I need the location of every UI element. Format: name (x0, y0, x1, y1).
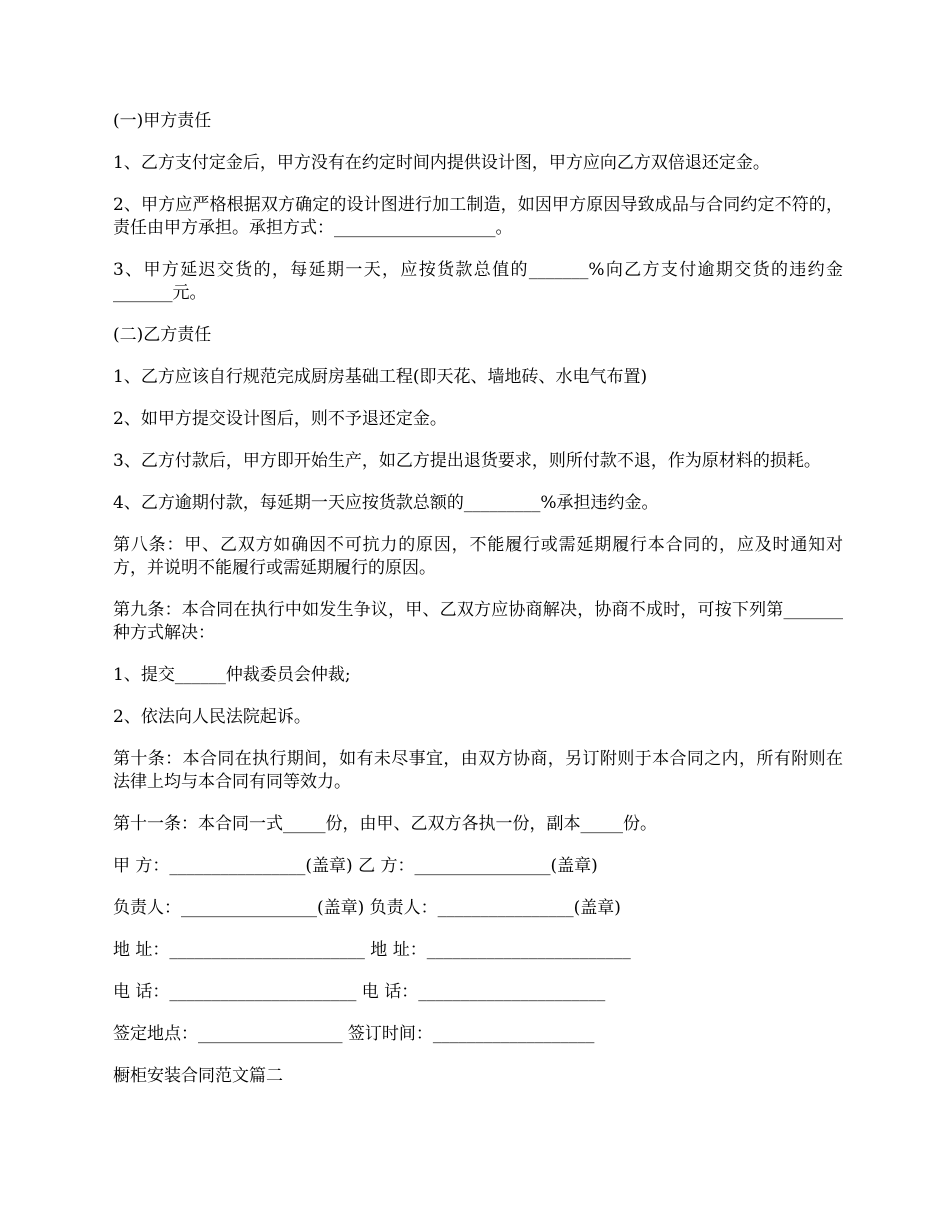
article-9-option-2: 2、依法向人民法院起诉。 (113, 707, 311, 727)
article-9: 第九条：本合同在执行中如发生争议，甲、乙双方应协商解决，协商不成时，可按下列第_______种方式解决： (113, 600, 843, 643)
signature-parties: 甲 方：________________(盖章) 乙 方：________________(盖章) (113, 856, 598, 876)
clause-b1: 1、乙方应该自行规范完成厨房基础工程(即天花、墙地砖、水电气布置) (113, 367, 648, 387)
clause-b2: 2、如甲方提交设计图后，则不予退还定金。 (113, 409, 447, 429)
section-heading-party-a: (一)甲方责任 (113, 111, 212, 131)
clause-a1: 1、乙方支付定金后，甲方没有在约定时间内提供设计图，甲方应向乙方双倍退还定金。 (113, 153, 770, 173)
article-8: 第八条：甲、乙双方如确因不可抗力的原因，不能履行或需延期履行本合同的，应及时通知对方，并说明不能履行或需延期履行的原因。 (113, 535, 843, 578)
document-page (113, 110, 843, 1088)
section-heading-party-b: (二)乙方责任 (113, 325, 212, 345)
article-10: 第十条：本合同在执行期间，如有未尽事宜，由双方协商，另订附则于本合同之内，所有附则在法律上均与本合同有同等效力。 (113, 749, 843, 792)
next-section-title: 橱柜安装合同范文篇二 (113, 1066, 283, 1086)
clause-b3: 3、乙方付款后，甲方即开始生产，如乙方提出退货要求，则所付款不退，作为原材料的损耗。 (113, 451, 821, 471)
signature-representatives: 负责人：________________(盖章) 负责人：________________(盖章) (113, 898, 621, 918)
signing-place-time: 签定地点：_________________ 签订时间：___________________ (113, 1024, 595, 1044)
article-11: 第十一条：本合同一式_____份，由甲、乙双方各执一份，副本_____份。 (113, 814, 657, 834)
signature-addresses: 地 址：_______________________ 地 址：________________________ (113, 940, 631, 960)
article-9-option-1: 1、提交______仲裁委员会仲裁; (113, 665, 351, 685)
clause-a3: 3、甲方延迟交货的，每延期一天，应按货款总值的_______%向乙方支付逾期交货的违约金_______元。 (113, 260, 843, 303)
clause-b4: 4、乙方逾期付款，每延期一天应按货款总额的_________%承担违约金。 (113, 493, 659, 513)
clause-a2: 2、甲方应严格根据双方确定的设计图进行加工制造，如因甲方原因导致成品与合同约定不符的，责任由甲方承担。承担方式：___________________。 (113, 195, 843, 238)
signature-phones: 电 话：______________________ 电 话：______________________ (113, 982, 606, 1002)
